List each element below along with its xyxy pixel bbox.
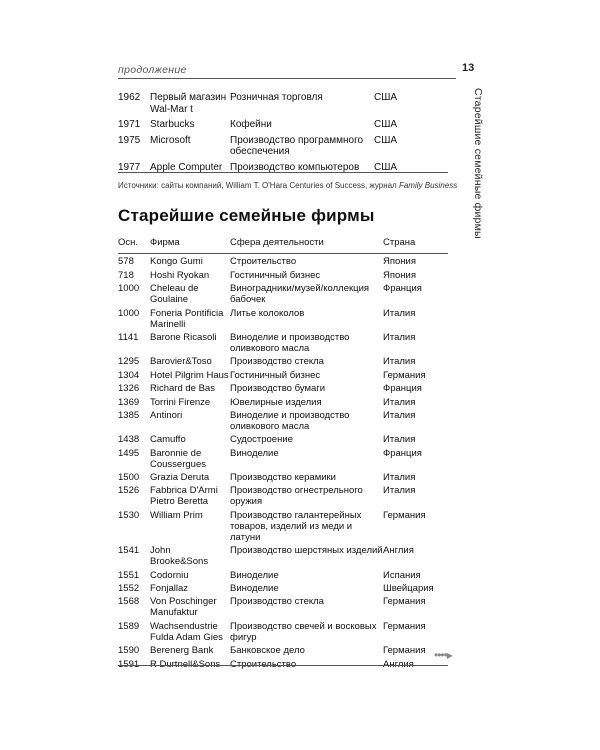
cell-country: Франция [383, 383, 422, 395]
cell-firm: Berenerg Bank [150, 645, 214, 657]
table-row [118, 567, 448, 580]
table-row [118, 305, 448, 329]
cell-activity: Кофейни [230, 119, 272, 130]
cell-firm: R Durtnell&Sons [150, 658, 221, 670]
table-row [118, 470, 448, 483]
cell-firm: Baronnie de Coussergues [150, 447, 206, 470]
cell-year: 1141 [118, 331, 139, 343]
cell-year: 1591 [118, 658, 140, 670]
cell-activity: Виноделие и производство оливкового масла [230, 409, 350, 432]
cell-year: 1977 [118, 161, 141, 173]
header-firm: Фирма [150, 236, 230, 254]
cell-year: 1000 [118, 283, 140, 295]
section-title: Старейшие семейные фирмы [118, 206, 375, 225]
table-row [118, 394, 448, 407]
cell-year: 1971 [118, 119, 141, 130]
cell-firm: Первый магазин Wal-Mar t [150, 92, 227, 115]
table-row [118, 594, 448, 618]
cell-firm: Barone Ricasoli [150, 331, 217, 343]
cell-firm: Hoshi Ryokan [150, 269, 210, 281]
cell-year: 1975 [118, 134, 141, 146]
cell-activity: Розничная торговля [230, 92, 323, 103]
table-row [118, 158, 448, 174]
table-bottom-rule [118, 665, 448, 666]
cell-country: Германия [383, 509, 426, 521]
running-side-title: Старейшие семейные фирмы [472, 88, 484, 239]
cell-activity: Производство галантерейных товаров, изделий из меди и латуни [230, 509, 362, 543]
cell-firm: Hotel Pilgrim Haus [150, 369, 229, 381]
cell-year: 1495 [118, 447, 140, 459]
continue-arrow-icon: ••••▸ [434, 648, 452, 662]
cell-activity: Производство бумаги [230, 383, 326, 395]
cell-year: 1530 [118, 509, 140, 521]
cell-activity: Производство программного обеспечения [230, 134, 364, 157]
header-activity: Сфера деятельности [230, 236, 383, 254]
table-row [118, 381, 448, 394]
cell-activity: Производство компьютеров [230, 161, 360, 173]
cell-country: США [374, 119, 398, 130]
cell-activity: Банковское дело [230, 645, 305, 657]
top-divider [118, 78, 456, 79]
cell-firm: Camuffo [150, 434, 186, 446]
cell-year: 718 [118, 269, 134, 281]
cell-country: Япония [383, 256, 416, 268]
table-row [118, 367, 448, 380]
cell-firm: William Prim [150, 509, 203, 521]
cell-firm: Starbucks [150, 119, 195, 130]
cell-activity: Судостроение [230, 434, 293, 446]
cell-country: Италия [383, 331, 416, 343]
cell-activity: Производство стекла [230, 356, 324, 368]
cell-activity: Производство керамики [230, 472, 336, 484]
table-row [118, 483, 448, 507]
table-row [118, 432, 448, 445]
cell-activity: Виноделие [230, 583, 279, 595]
cell-country: Италия [383, 485, 416, 497]
cell-country: Германия [383, 620, 426, 632]
cell-year: 1326 [118, 383, 140, 395]
sources-note [118, 181, 457, 190]
table-row [118, 618, 448, 642]
cell-activity: Производство стекла [230, 596, 324, 608]
cell-year: 1551 [118, 569, 140, 581]
table-row [118, 330, 448, 354]
cell-country: Италия [383, 472, 416, 484]
cell-firm: Barovier&Toso [150, 356, 212, 368]
cell-country: Италия [383, 434, 416, 446]
table-row [118, 656, 448, 669]
oldest-family-firms-table [118, 236, 448, 670]
cell-country: Швейцария [383, 583, 434, 595]
table-row [118, 643, 448, 656]
header-year: Осн. [118, 236, 150, 254]
cell-year: 1589 [118, 620, 140, 632]
cell-activity: Производство огнестрельного оружия [230, 485, 363, 508]
sources-journal: Family Business [398, 181, 458, 190]
page-number: 13 [462, 62, 475, 74]
cell-year: 1541 [118, 545, 140, 557]
cell-activity: Виноделие [230, 447, 279, 459]
cell-firm: Kongo Gumi [150, 256, 203, 268]
header-country: Страна [383, 236, 448, 254]
cell-activity: Строительство [230, 256, 297, 268]
cell-firm: Foneria Pontificia Marinelli [150, 307, 224, 330]
cell-year: 1304 [118, 369, 140, 381]
cell-year: 1568 [118, 596, 140, 608]
cell-year: 578 [118, 256, 134, 268]
cell-activity: Гостиничный бизнес [230, 269, 321, 281]
table-row [118, 507, 448, 542]
cell-year: 1590 [118, 645, 140, 657]
cell-firm: Fonjallaz [150, 583, 189, 595]
cell-activity: Виноделие [230, 569, 279, 581]
table-row [118, 445, 448, 469]
cell-firm: Fabbrica D'Armi Pietro Beretta [150, 485, 218, 508]
cell-activity: Виноделие и производство оливкового масла [230, 331, 350, 354]
cell-activity: Литье колоколов [230, 307, 305, 319]
table-row [118, 131, 448, 158]
cell-country: США [374, 134, 398, 146]
cell-firm: Grazia Deruta [150, 472, 210, 484]
cell-firm: Torrini Firenze [150, 396, 211, 408]
cell-country: Италия [383, 356, 416, 368]
cell-country: Италия [383, 307, 416, 319]
cell-country: Италия [383, 409, 416, 421]
table-row [118, 267, 448, 280]
continued-table-bottom-rule [118, 172, 448, 173]
cell-country: Испания [383, 569, 421, 581]
cell-year: 1962 [118, 92, 141, 103]
table-header-row [118, 236, 448, 254]
table-row [118, 408, 448, 432]
cell-year: 1500 [118, 472, 140, 484]
cell-country: США [374, 92, 398, 103]
cell-firm: John Brooke&Sons [150, 545, 209, 568]
cell-activity: Гостиничный бизнес [230, 369, 321, 381]
table-row [118, 92, 448, 115]
sources-text: Источники: сайты компаний, William T. O'Hara Centuries of Success, журнал [118, 181, 399, 190]
cell-country: Франция [383, 447, 422, 459]
cell-year: 1295 [118, 356, 140, 368]
cell-firm: Apple Computer [150, 161, 223, 173]
cell-activity: Производство шерстяных изделий [230, 545, 383, 557]
cell-activity: Ювелирные изделия [230, 396, 322, 408]
cell-country: Германия [383, 645, 426, 657]
cell-firm: Von Poschinger Manufaktur [150, 596, 217, 619]
cell-country: Англия [383, 658, 414, 670]
cell-activity: Производство свечей и восковых фигур [230, 620, 377, 643]
cell-activity: Строительство [230, 658, 297, 670]
cell-activity: Виноградники/музей/коллекция бабочек [230, 283, 370, 306]
cell-country: Франция [383, 283, 422, 295]
cell-country: Италия [383, 396, 416, 408]
cell-firm: Richard de Bas [150, 383, 215, 395]
cell-year: 1000 [118, 307, 140, 319]
cell-firm: Codorniu [150, 569, 189, 581]
table-row [118, 581, 448, 594]
table-row [118, 115, 448, 131]
table-row [118, 354, 448, 367]
cell-country: Япония [383, 269, 416, 281]
cell-firm: Cheleau de Goulaine [150, 283, 199, 306]
cell-country: Германия [383, 369, 426, 381]
cell-year: 1369 [118, 396, 140, 408]
cell-firm: Antinori [150, 409, 183, 421]
cell-year: 1385 [118, 409, 140, 421]
continued-table [118, 92, 448, 173]
cell-year: 1438 [118, 434, 140, 446]
cell-firm: Wachsendustrie Fulda Adam Gies [150, 620, 223, 643]
cell-country: Германия [383, 596, 426, 608]
cell-firm: Microsoft [150, 134, 191, 146]
continuation-label: продолжение [118, 64, 187, 76]
cell-country: Англия [383, 545, 414, 557]
table-row [118, 281, 448, 305]
table-row [118, 254, 448, 268]
cell-country: США [374, 161, 398, 173]
table-row [118, 543, 448, 567]
cell-year: 1526 [118, 485, 140, 497]
cell-year: 1552 [118, 583, 140, 595]
